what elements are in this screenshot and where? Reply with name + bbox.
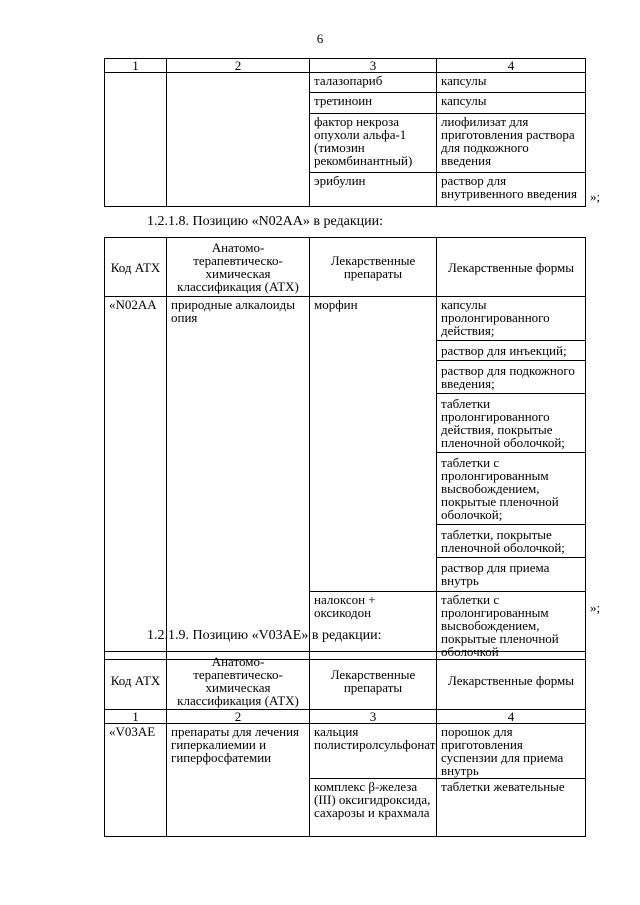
list-item: раствор для инъекций;: [437, 340, 585, 360]
atc-classification: природные алкалоиды опия: [167, 297, 310, 660]
form-cell: лиофилизат для приготовления раствора для подкожного введения: [437, 114, 586, 173]
page-number: 6: [316, 31, 324, 46]
table-row: [105, 724, 586, 779]
table-n02aa: [104, 237, 586, 660]
form-cell: капсулы: [437, 93, 586, 114]
drug-cell: кальция полистиролсульфонат: [310, 724, 437, 779]
col-num-4: 4: [437, 710, 586, 724]
col-num-2: 2: [167, 59, 310, 73]
empty-code-cell: [105, 73, 167, 207]
header-forms: Лекарственные формы: [437, 238, 586, 297]
column-number-row: [105, 59, 586, 73]
header-classification: Анатомо-терапевтическо-химическая классификация (АТХ): [167, 652, 310, 710]
list-item: таблетки пролонгированного действия, покрытые пленочной оболочкой;: [437, 393, 585, 452]
table-v03ae: [104, 651, 586, 837]
header-forms: Лекарственные формы: [437, 652, 586, 710]
drug-cell: третиноин: [310, 93, 437, 114]
header-code: Код АТХ: [105, 652, 167, 710]
header-row: [105, 238, 586, 297]
header-drugs: Лекарственные препараты: [310, 652, 437, 710]
table-row: [105, 297, 586, 592]
list-item: раствор для подкожного введения;: [437, 360, 585, 393]
table-row: [105, 73, 586, 93]
form-cell: раствор для внутривенного введения: [437, 173, 586, 207]
form-cell: порошок для приготовления суспензии для приема внутрь: [437, 724, 586, 779]
list-item: таблетки, покрытые пленочной оболочкой;: [437, 524, 585, 557]
section-heading-n02aa: 1.2.1.8. Позицию «N02AA» в редакции:: [147, 214, 384, 229]
col-num-1: 1: [105, 710, 167, 724]
atc-code: «V03AE: [105, 724, 167, 837]
drug-cell: талазопариб: [310, 73, 437, 93]
col-num-2: 2: [167, 710, 310, 724]
drug-cell: морфин: [310, 297, 437, 592]
empty-class-cell: [167, 73, 310, 207]
form-cell: таблетки с пролонгированным высвобождением, покрытые пленочной оболочкой: [437, 592, 586, 660]
drug-forms-list: [437, 297, 586, 592]
col-num-1: 1: [105, 59, 167, 73]
column-number-row: [105, 710, 586, 724]
table1-closing-quote: »;: [590, 189, 601, 204]
table-continuation: [104, 58, 586, 207]
atc-code: «N02AA: [105, 297, 167, 660]
form-cell: капсулы: [437, 73, 586, 93]
drug-cell: комплекс β-железа (III) оксигидроксида, сахарозы и крахмала: [310, 779, 437, 837]
drug-cell: фактор некроза опухоли альфа-1 (тимозин рекомбинантный): [310, 114, 437, 173]
drug-cell: эрибулин: [310, 173, 437, 207]
col-num-4: 4: [437, 59, 586, 73]
header-row: [105, 652, 586, 710]
list-item: раствор для приема внутрь: [437, 557, 585, 590]
col-num-3: 3: [310, 710, 437, 724]
drug-cell: налоксон + оксикодон: [310, 592, 437, 660]
header-drugs: Лекарственные препараты: [310, 238, 437, 297]
header-classification: Анатомо-терапевтическо-химическая классификация (АТХ): [167, 238, 310, 297]
form-cell: таблетки жевательные: [437, 779, 586, 837]
col-num-3: 3: [310, 59, 437, 73]
atc-classification: препараты для лечения гиперкалиемии и гиперфосфатемии: [167, 724, 310, 837]
list-item: таблетки с пролонгированным высвобождением, покрытые пленочной оболочкой;: [437, 452, 585, 524]
list-item: капсулы пролонгированного действия;: [441, 297, 550, 338]
section-heading-v03ae: 1.2.1.9. Позицию «V03AE» в редакции:: [147, 628, 382, 643]
table2-closing-quote: »;: [590, 600, 601, 615]
header-code: Код АТХ: [105, 238, 167, 297]
